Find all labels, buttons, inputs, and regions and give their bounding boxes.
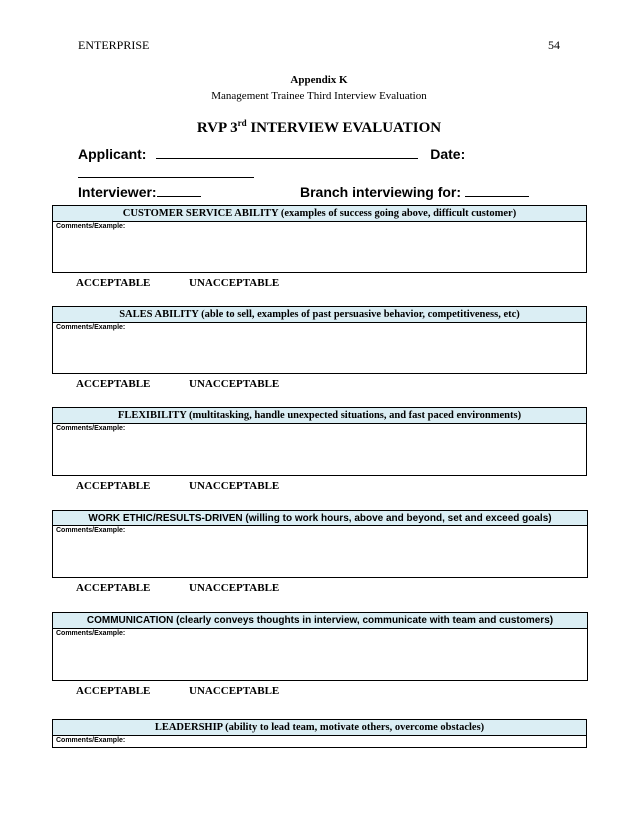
comments-box-communication[interactable] [52,629,588,681]
form-title-main: RVP 3 [196,120,238,136]
unacceptable-option[interactable]: UNACCEPTABLE [189,277,280,289]
acceptable-option[interactable]: ACCEPTABLE [76,480,151,492]
section-header-flexibility: FLEXIBILITY (multitasking, handle unexpected situations, and fast paced environments) [52,407,587,424]
acceptable-option[interactable]: ACCEPTABLE [76,378,151,390]
comments-box-customer-service[interactable] [52,222,587,273]
comments-label: Comments/Example: [56,223,126,230]
document-subtitle: Management Trainee Third Interview Evaluation [211,90,427,102]
acceptable-option[interactable]: ACCEPTABLE [76,277,151,289]
comments-box-work-ethic[interactable] [52,526,588,578]
comments-label: Comments/Example: [56,630,126,637]
comments-label: Comments/Example: [56,527,126,534]
comments-box-flexibility[interactable] [52,424,587,476]
applicant-field[interactable] [156,146,418,159]
comments-box-leadership[interactable] [52,736,587,748]
section-header-leadership: LEADERSHIP (ability to lead team, motivate others, overcome obstacles) [52,719,587,736]
applicant-row [78,146,465,162]
branch-label: Branch interviewing for: [300,184,462,200]
page-number: 54 [548,38,560,52]
running-header-title: ENTERPRISE [78,38,150,52]
unacceptable-option[interactable]: UNACCEPTABLE [189,685,280,697]
section-header-customer-service: CUSTOMER SERVICE ABILITY (examples of success going above, difficult customer) [52,205,587,222]
interviewer-label: Interviewer: [78,184,157,200]
date-field[interactable] [78,165,254,178]
unacceptable-option[interactable]: UNACCEPTABLE [189,480,280,492]
unacceptable-option[interactable]: UNACCEPTABLE [189,378,280,390]
interviewer-field[interactable] [157,184,201,197]
comments-label: Comments/Example: [56,737,126,744]
branch-label-group [300,184,529,200]
comments-box-sales-ability[interactable] [52,323,587,374]
form-title [0,118,638,137]
appendix-label: Appendix K [290,74,348,86]
form-title-rest: INTERVIEW EVALUATION [246,120,442,136]
acceptable-option[interactable]: ACCEPTABLE [76,685,151,697]
unacceptable-option[interactable]: UNACCEPTABLE [189,582,280,594]
interviewer-row [78,184,462,200]
date-label: Date: [430,146,466,162]
acceptable-option[interactable]: ACCEPTABLE [76,582,151,594]
section-header-communication: COMMUNICATION (clearly conveys thoughts in interview, communicate with team and customers) [52,612,588,629]
date-row [78,165,254,181]
section-header-work-ethic: WORK ETHIC/RESULTS-DRIVEN (willing to work hours, above and beyond, set and exceed goals) [52,510,588,526]
comments-label: Comments/Example: [56,425,126,432]
branch-field[interactable] [465,184,529,197]
comments-label: Comments/Example: [56,324,126,331]
section-header-sales-ability: SALES ABILITY (able to sell, examples of past persuasive behavior, competitiveness, etc) [52,306,587,323]
applicant-label: Applicant: [78,146,147,162]
form-title-superscript: rd [237,118,247,128]
